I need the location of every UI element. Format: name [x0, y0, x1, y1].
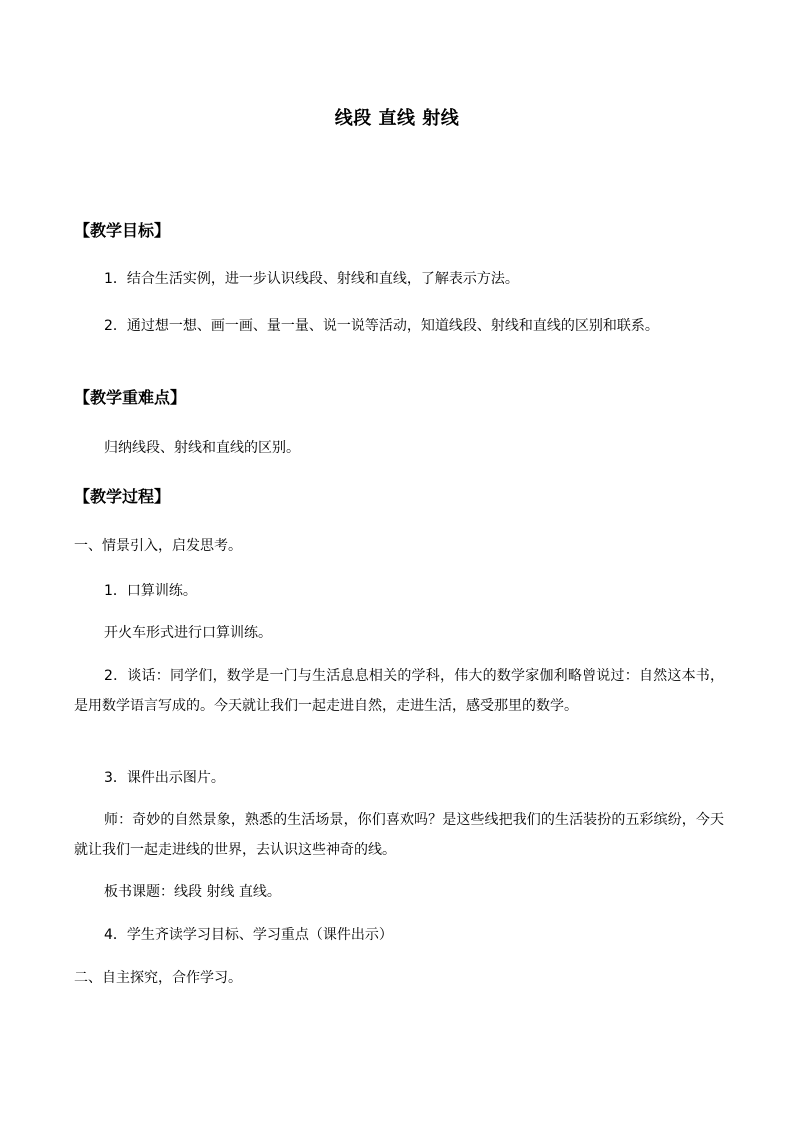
heading-key-points: 【教学重难点】: [74, 388, 187, 407]
process-part1-title: 一、情景引入，启发思考。: [74, 538, 242, 554]
process-step-1-detail: 开火车形式进行口算训练。: [104, 625, 272, 641]
goal-item-2: 2．通过想一想、画一画、量一量、说一说等活动，知道线段、射线和直线的区别和联系。: [104, 318, 659, 334]
process-step-1: 1．口算训练。: [104, 583, 197, 599]
goal-item-1: 1．结合生活实例，进一步认识线段、射线和直线，了解表示方法。: [104, 271, 519, 287]
process-step-4: 4．学生齐读学习目标、学习重点（课件出示）: [104, 927, 393, 943]
document-title: 线段 直线 射线: [334, 108, 460, 129]
process-step-3: 3．课件出示图片。: [104, 770, 225, 786]
heading-teaching-goals: 【教学目标】: [74, 221, 171, 240]
process-step-3-detail: 师：奇妙的自然景象，熟悉的生活场景，你们喜欢吗？是这些线把我们的生活装扮的五彩缤纷，今天就让我们一起走进线的世界，去认识这些神奇的线。: [74, 812, 724, 858]
key-points-text: 归纳线段、射线和直线的区别。: [104, 440, 300, 456]
process-step-2: 2．谈话：同学们，数学是一门与生活息息相关的学科，伟大的数学家伽利略曾说过：自然这本书，是用数学语言写成的。今天就让我们一起走进自然，走进生活，感受那里的数学。: [74, 668, 724, 714]
process-part2-title: 二、自主探究，合作学习。: [74, 970, 242, 986]
process-blackboard-title: 板书课题：线段 射线 直线。: [104, 884, 281, 900]
heading-teaching-process: 【教学过程】: [74, 487, 171, 506]
